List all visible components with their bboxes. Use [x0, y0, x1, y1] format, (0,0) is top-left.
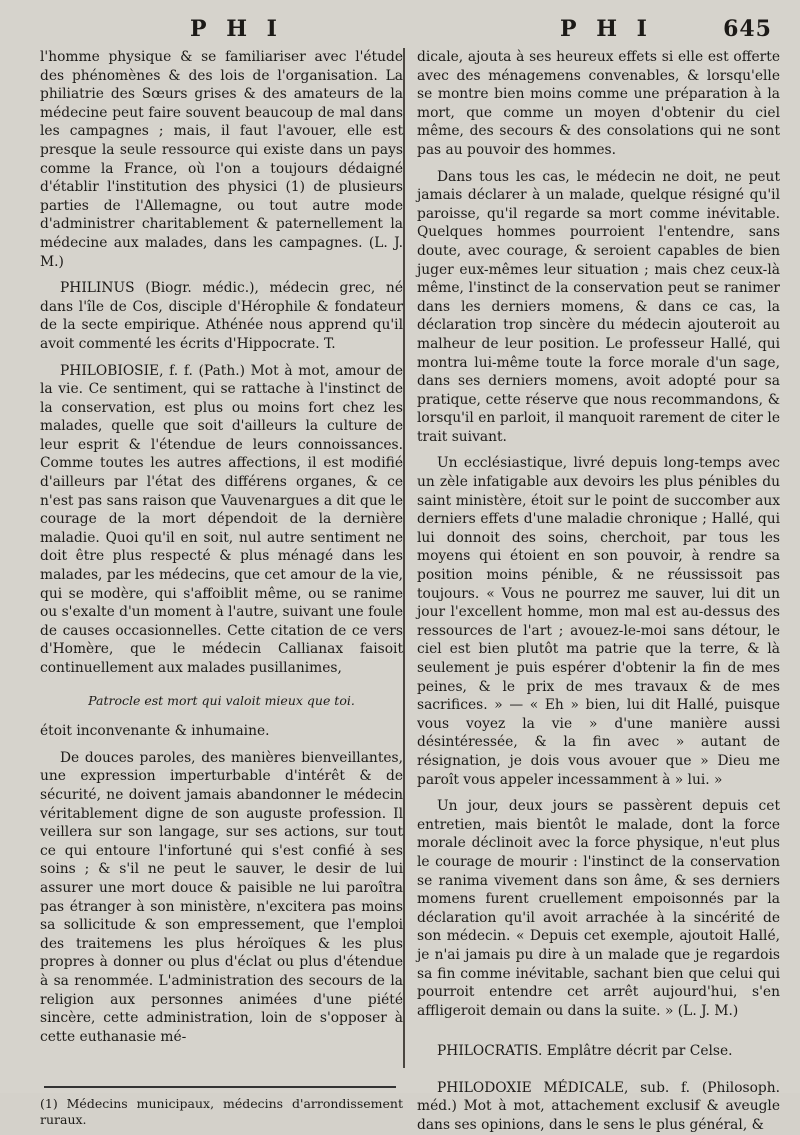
header-right: P H I — [560, 16, 653, 42]
column-divider — [403, 48, 405, 1068]
right-column — [417, 48, 780, 1135]
left-column — [40, 48, 403, 1135]
page-number: 645 — [723, 16, 772, 42]
header-left: P H I — [190, 16, 283, 42]
entry-philocratis: PHILOCRATIS. Emplâtre décrit par Celse. — [437, 1043, 733, 1060]
running-header — [40, 10, 780, 48]
footnote: (1) Médecins municipaux, médecins d'arrondissement ruraux. — [40, 1096, 403, 1128]
entry-philinus: PHILINUS (Biogr. médic.), médecin grec, né dans l'île de Cos, disciple d'Hérophile & fondateur de la secte empirique. Athénée nous apprend qu'il avoit commenté les écrits d'Hippocrate. T. — [40, 280, 403, 352]
footnote-rule — [44, 1086, 396, 1088]
paragraph-ecclesiastique: Un ecclésiastique, livré depuis long-temps avec un zèle infatigable aux devoirs les plus pénibles du saint ministère, étoit sur le point de succomber aux derniers effets d'une maladie chronique ; Hallé, qui lui donnoit des soins, cherchoit, par tous les moyens qui étoient en son pouvoir, à rendre sa position moins pénible, & ne réussissoit pas toujours. « Vous ne pourrez me sauver, lui dit un jour l'excellent homme, mon mal est au-dessus des ressources de l'art ; avouez-le-moi sans détour, le ciel est bien plutôt ma patrie que la terre, & là seulement je puis espérer d'obtenir la fin de mes peines, & le prix de mes travaux & de mes sacrifices. » — « Eh » bien, lui dit Hallé, puisque vous voyez la vie » d'une manière aussi désintéressée, & la fin avec » autant de résignation, je dois vous avouer que » Dieu me paroît vous appeler incessamment à » lui. » — [417, 455, 780, 788]
paragraph-tous-les-cas: Dans tous les cas, le médecin ne doit, ne peut jamais déclarer à un malade, quelque résigné qu'il paroisse, qu'il regarde sa mort comme inévitable. Quelques hommes pourroient l'entendre, sans doute, avec courage, & seroient capables de bien juger eux-mêmes leur situation ; mais chez ceux-là même, l'instinct de la conservation peut se ranimer dans les derniers momens, & dans ce cas, la déclaration trop sincère du médecin ajouteroit au malheur de leur position. Le professeur Hallé, qui montra lui-même toute la force morale d'un sage, dans ses derniers momens, avoit adopté pour sa pratique, cette réserve que nous recommandons, & lorsqu'il en parloit, il manquoit rarement de citer le trait suivant. — [417, 168, 780, 445]
entry-philobiosie: PHILOBIOSIE, f. f. (Path.) Mot à mot, amour de la vie. Ce sentiment, qui se rattache à l'instinct de la conservation, est plus ou moins fort chez les malades, quelle que soit d'ailleurs la culture de leur esprit & l'étendue de leurs connoissances. Comme toutes les autres affections, il est modifié d'ailleurs par l'état des différens organes, & ce n'est pas sans raison que Vauvenargues a dit que le courage de la mort dépendoit de la dernière maladie. Quoi qu'il en soit, nul autre sentiment ne doit être plus respecté & plus ménagé dans les malades, par les médecins, que cet amour de la vie, qui se modère, qui s'affoiblit même, ou se ranime ou s'exalte d'un moment à l'autre, suivant une foule de causes occasionnelles. Cette citation de ce vers d'Homère, que le médecin Callianax faisoit continuellement aux malades pusillanimes, — [40, 362, 403, 676]
paragraph-after-quote: étoit inconvenante & inhumaine. — [40, 723, 270, 740]
homer-quote: Patrocle est mort qui valoit mieux que toi. — [88, 692, 355, 708]
paragraph-dicale: dicale, ajouta à ses heureux effets si elle est offerte avec des ménagemens convenables, & lorsqu'elle se montre bien moins comme une préparation à la mort, que comme un moyen d'obtenir du ciel même, des secours & des consolations qui ne sont pas au pouvoir des hommes. — [417, 49, 780, 158]
paragraph-un-jour: Un jour, deux jours se passèrent depuis cet entretien, mais bientôt le malade, dont la force morale déclinoit avec la force physique, n'eut plus le courage de mourir : l'instinct de la conservation se ranima vivement dans son âme, & ses derniers momens furent cruellement empoisonnés par la déclaration qu'il avoit arrachée à la sincérité de son médecin. « Depuis cet exemple, ajoutoit Hallé, je n'ai jamais pu dire à un malade que je regardois sa fin comme inévitable, sachant bien que celui qui pourroit entendre cet arrêt aujourd'hui, s'en affligeroit demain ou dans la suite. » (L. J. M.) — [417, 798, 780, 1019]
paragraph-douces-paroles: De douces paroles, des manières bienveillantes, une expression imperturbable d'intérêt & de sécurité, ne doivent jamais abandonner le médecin véritablement digne de son auguste profession. Il veillera sur son langage, sur ses actions, sur tout ce qui entoure l'infortuné qui s'est confié à ses soins ; & s'il ne peut le sauver, le desir de lui assurer une mort douce & paisible ne lui paroîtra pas étranger à son ministère, n'excitera pas moins sa sollicitude & son empressement, que l'emploi des traitemens les plus héroïques & les plus propres à donner ou plus d'éclat ou plus d'étendue à sa renommée. L'administration des secours de la religion aux personnes animées d'une piété sincère, cette administration, loin de s'opposer à cette euthanasie mé- — [40, 749, 403, 1045]
paragraph-philiatrie-end: l'homme physique & se familiariser avec l'étude des phénomènes & des lois de l'organisation. La philiatrie des Sœurs grises & des amateurs de la médecine peut faire souvent beaucoup de mal dans les campagnes ; mais, il faut l'avouer, elle est presque la seule ressource qui existe dans un pays comme la France, où l'on a toujours dédaigné d'établir l'institution des physici (1) de plusieurs parties de l'Allemagne, ou tout autre mode d'administrer charitablement & paternellement la médecine aux malades, dans les campagnes. (L. J. M.) — [40, 49, 403, 270]
columns — [40, 48, 780, 1135]
entry-philodoxie: PHILODOXIE MÉDICALE, sub. f. (Philosoph. méd.) Mot à mot, attachement exclusif & aveugle dans ses opinions, dans le sens le plus général, & — [417, 1079, 780, 1134]
